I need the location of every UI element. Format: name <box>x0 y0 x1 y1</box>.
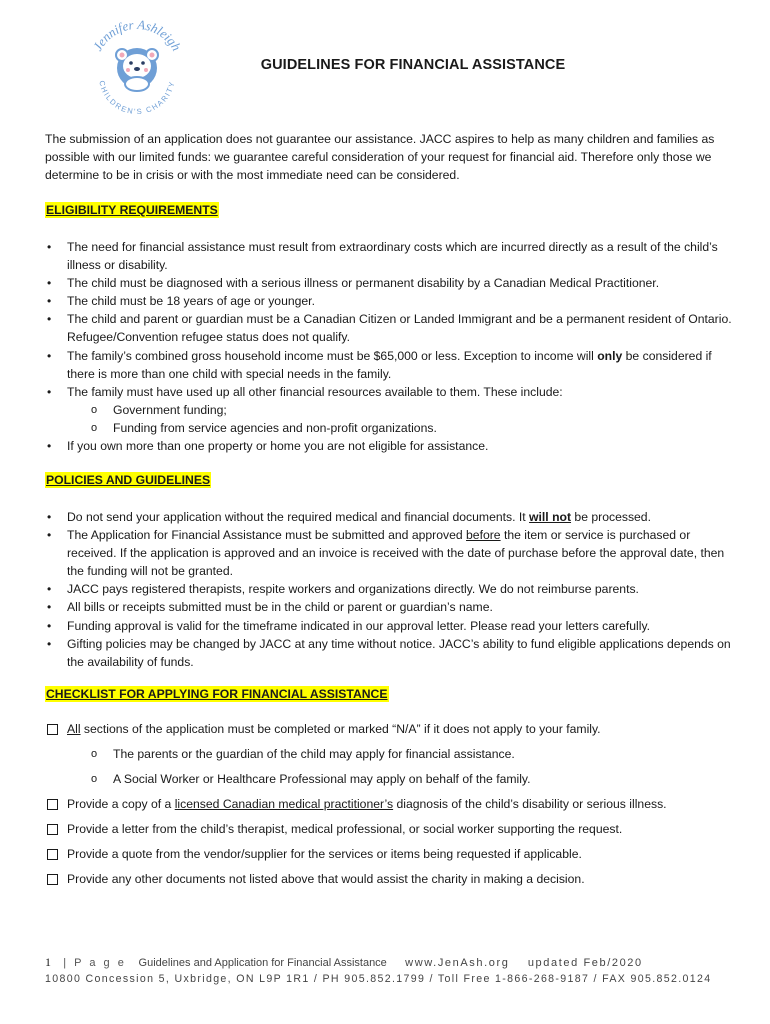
checklist-text: sections of the application must be completed or marked “N/A” if it does not apply to your family. <box>80 722 601 736</box>
policy-text-end: the item or service is purchased or received. If the application is approved and an invoice is received with the date of purchase before the approval date, then the funding will not be granted. <box>67 528 725 579</box>
resources-sublist <box>67 401 735 437</box>
sub-list-item: o Government funding; <box>67 401 735 419</box>
checklist-emphasis: All <box>67 722 81 736</box>
list-item: • Gifting policies may be changed by JACC at any time without notice. JACC’s ability to fund eligible applications depends on the availability of funds. <box>45 635 735 671</box>
checklist-emphasis: licensed Canadian medical practitioner’s <box>174 797 394 811</box>
list-item: • The need for financial assistance must result from extraordinary costs which are incurred directly as a result of the child’s illness or disability. <box>45 238 735 274</box>
checklist-item <box>45 870 745 888</box>
resources-text: The family must have used up all other financial resources available to them. These include: <box>67 384 563 399</box>
checkbox[interactable] <box>47 849 58 860</box>
logo-arc-top-text: Jennifer Ashleigh <box>89 16 185 54</box>
policy-emphasis: before <box>466 528 501 543</box>
income-text: The family’s combined gross household income must be $65,000 or less. Exception to income will <box>67 348 598 363</box>
checklist-sub-item: o A Social Worker or Healthcare Professional may apply on behalf of the family. <box>45 770 745 788</box>
policy-text: The Application for Financial Assistance must be submitted and approved <box>67 528 467 543</box>
footer-updated: updated Feb/2020 <box>527 957 643 969</box>
checkbox[interactable] <box>47 874 58 885</box>
footer-website: www.JenAsh.org <box>405 957 510 969</box>
footer-doc-title: Guidelines and Application for Financial Assistance <box>138 957 387 969</box>
list-item: • The child must be 18 years of age or younger. <box>45 292 735 310</box>
checklist-item <box>45 720 745 738</box>
list-item <box>45 347 735 383</box>
list-item: • JACC pays registered therapists, respite workers and organizations directly. We do not reimburse parents. <box>45 580 735 598</box>
policy-emphasis: will not <box>529 510 572 524</box>
checklist-text-end: diagnosis of the child’s disability or serious illness. <box>393 797 667 811</box>
eligibility-list <box>45 238 735 455</box>
policy-text: Do not send your application without the required medical and financial documents. It <box>67 510 530 524</box>
income-emphasis: only <box>597 348 623 363</box>
list-item <box>45 508 735 526</box>
policies-list <box>45 508 735 671</box>
page-number: 1 <box>45 955 51 969</box>
page-title: GUIDELINES FOR FINANCIAL ASSISTANCE <box>260 57 566 73</box>
list-item: • The child must be diagnosed with a serious illness or permanent disability by a Canadian Medical Practitioner. <box>45 274 735 292</box>
list-item: • The child and parent or guardian must be a Canadian Citizen or Landed Immigrant and be a permanent resident of Ontario. Refugee/Convention refugee status does not qualify. <box>45 310 735 346</box>
list-item <box>45 383 735 437</box>
logo-arc-bottom-text: CHILDREN'S CHARITY <box>97 79 177 117</box>
list-item: • If you own more than one property or home you are not eligible for assistance. <box>45 437 735 455</box>
checklist <box>45 720 745 895</box>
income-text-end: be considered if there is more than one child with special needs in the family. <box>67 348 712 381</box>
list-item: • All bills or receipts submitted must be in the child or parent or guardian’s name. <box>45 598 735 616</box>
checklist-text: Provide a copy of a <box>67 797 175 811</box>
checkbox[interactable] <box>47 724 58 735</box>
sub-list-item: o Funding from service agencies and non-profit organizations. <box>67 419 735 437</box>
checklist-item <box>45 820 745 838</box>
checkbox[interactable] <box>47 799 58 810</box>
policy-text-end: be processed. <box>571 510 651 524</box>
checkbox[interactable] <box>47 824 58 835</box>
list-item: • Funding approval is valid for the timeframe indicated in our approval letter. Please read your letters carefully. <box>45 617 735 635</box>
checklist-text: Provide a quote from the vendor/supplier for the services or items being requested if applicable. <box>67 847 582 861</box>
footer-address: 10800 Concession 5, Uxbridge, ON L9P 1R1 / PH 905.852.1799 / Toll Free 1-866-268-9187 / FAX 905.852.0124 <box>45 973 712 985</box>
checklist-heading: CHECKLIST FOR APPLYING FOR FINANCIAL ASSISTANCE <box>46 687 388 701</box>
footer-line <box>45 955 643 970</box>
checklist-text: Provide any other documents not listed above that would assist the charity in making a decision. <box>67 872 585 886</box>
intro-paragraph: The submission of an application does not guarantee our assistance. JACC aspires to help as many children and families as possible with our limited funds: we guarantee careful consideration of your request for financial aid. Therefore only those we determine to be in crisis or with the most immediate need can be considered. <box>45 132 715 182</box>
checklist-item <box>45 845 745 863</box>
list-item <box>45 526 735 580</box>
checklist-sub-item: o The parents or the guardian of the child may apply for financial assistance. <box>45 745 745 763</box>
checklist-text: Provide a letter from the child’s therapist, medical professional, or social worker supporting the request. <box>67 822 623 836</box>
policies-heading: POLICIES AND GUIDELINES <box>46 473 211 487</box>
eligibility-heading: ELIGIBILITY REQUIREMENTS <box>46 203 218 217</box>
checklist-item <box>45 795 745 813</box>
page-label: | P a g e <box>63 957 127 969</box>
